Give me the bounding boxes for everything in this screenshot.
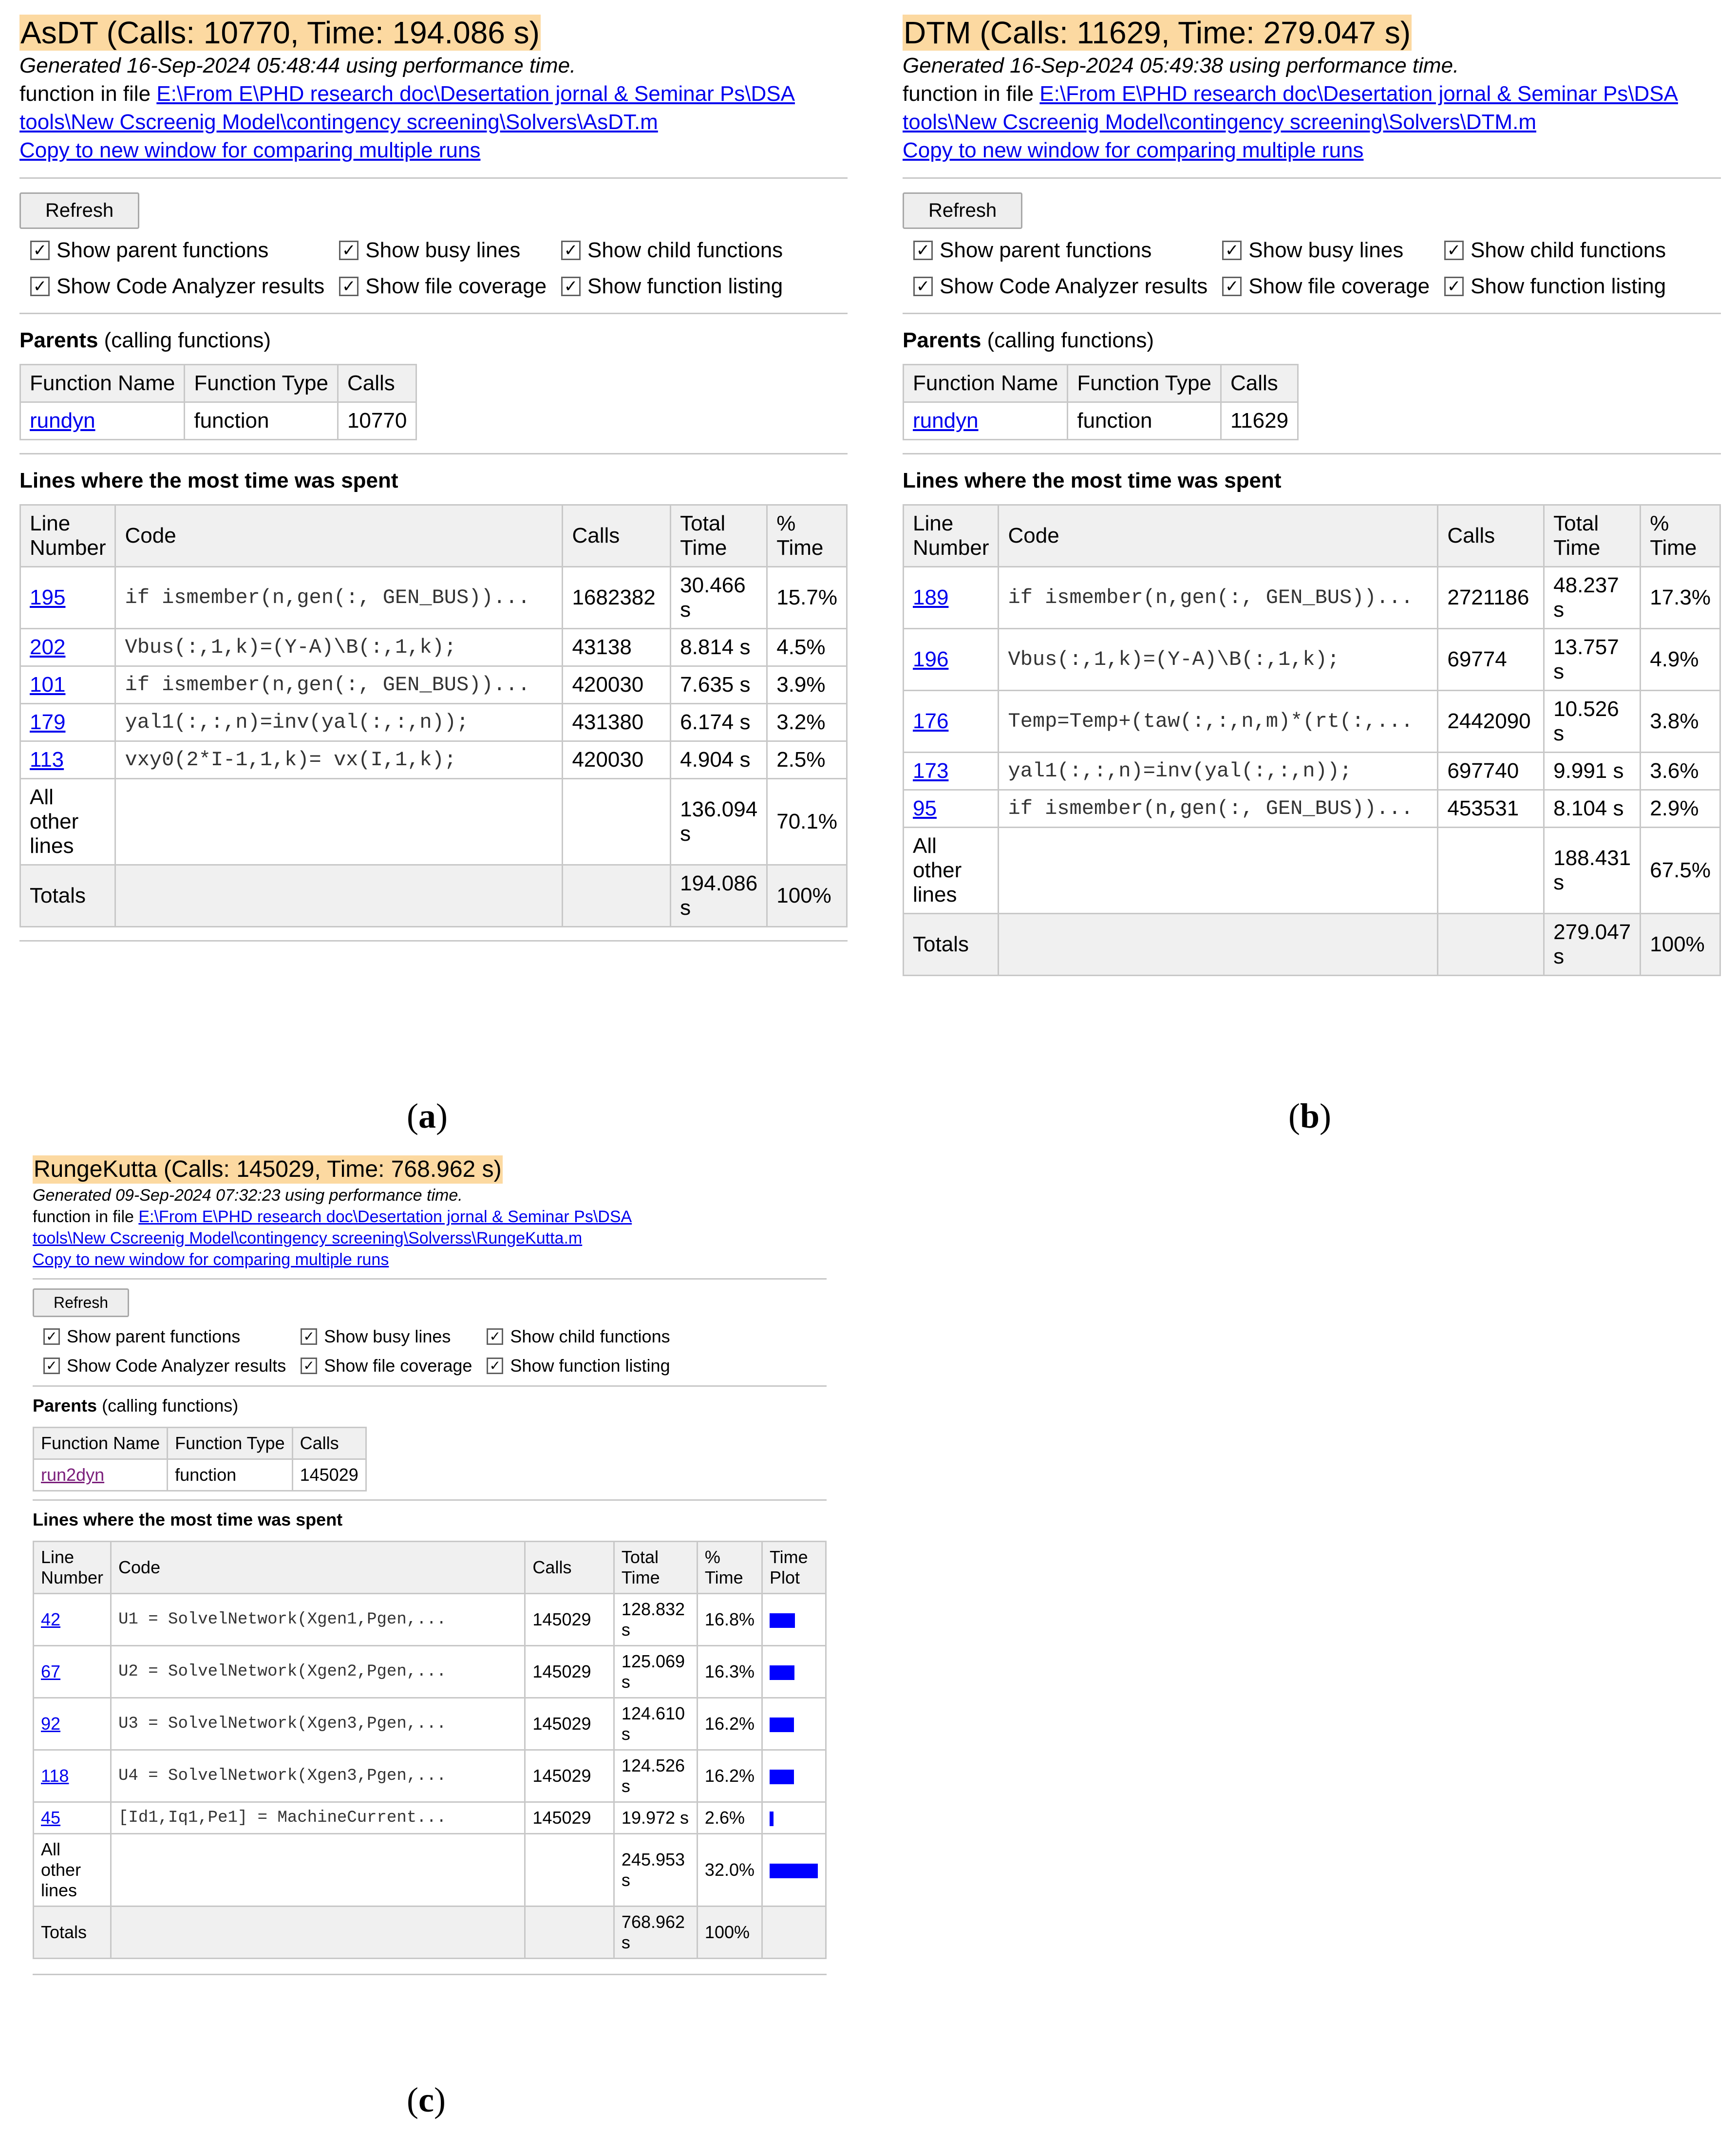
pct-cell: 3.6% <box>1641 753 1720 790</box>
parent-type: function <box>185 402 338 440</box>
line-link[interactable]: 202 <box>30 635 66 659</box>
copy-window-link[interactable]: Copy to new window for comparing multiple runs <box>33 1250 389 1269</box>
options-grid <box>903 237 1721 300</box>
parent-calls: 10770 <box>338 402 416 440</box>
option-show-function-listing[interactable]: ✓ Show function listing <box>561 273 783 300</box>
file-row <box>33 1206 827 1249</box>
time-cell: 194.086 s <box>671 865 767 927</box>
totals-label: Totals <box>34 1906 111 1959</box>
refresh-button[interactable]: Refresh <box>19 192 139 229</box>
calls-cell: 2721186 <box>1438 567 1544 629</box>
checkbox[interactable]: ✓ <box>1444 277 1464 296</box>
totals-label: Totals <box>904 914 999 976</box>
col-line-number: Line Number <box>20 505 115 567</box>
time-cell: 124.526 s <box>614 1750 697 1802</box>
checkbox[interactable]: ✓ <box>561 241 581 260</box>
pct-cell: 16.8% <box>697 1594 762 1646</box>
table-row <box>904 402 1298 440</box>
pct-cell: 100% <box>697 1906 762 1959</box>
other-label: All other lines <box>20 779 115 865</box>
code-cell: if ismember(n,gen(:, GEN_BUS))... <box>999 790 1438 828</box>
calls-cell: 431380 <box>563 704 671 741</box>
parents-heading: Parents (calling functions) <box>903 328 1154 352</box>
calls-cell: 145029 <box>525 1750 614 1802</box>
checkbox[interactable]: ✓ <box>1222 277 1242 296</box>
option-show-file-coverage[interactable]: ✓ Show file coverage <box>1222 273 1430 300</box>
table-row <box>34 1594 826 1646</box>
col-calls: Calls <box>1438 505 1544 567</box>
checkbox[interactable]: ✓ <box>913 241 933 260</box>
option-show-parent-functions[interactable]: ✓ Show parent functions <box>913 237 1208 264</box>
code-cell: U4 = SolvelNetwork(Xgen3,Pgen,... <box>111 1750 525 1802</box>
table-row <box>904 691 1720 753</box>
divider <box>19 177 848 179</box>
table-row <box>904 753 1720 790</box>
code-cell: [Id1,Iq1,Pe1] = MachineCurrent... <box>111 1802 525 1834</box>
option-show-function-listing[interactable]: ✓ Show function listing <box>1444 273 1666 300</box>
lines-heading: Lines where the most time was spent <box>19 469 398 492</box>
parent-function-link[interactable]: run2dyn <box>41 1465 105 1485</box>
copy-window-link[interactable]: Copy to new window for comparing multiple runs <box>903 138 1364 162</box>
code-cell: if ismember(n,gen(:, GEN_BUS))... <box>115 567 563 629</box>
pct-cell: 3.2% <box>767 704 847 741</box>
parents-table <box>903 364 1299 440</box>
col-calls: Calls <box>563 505 671 567</box>
line-link[interactable]: 189 <box>913 585 949 609</box>
pct-cell: 2.6% <box>697 1802 762 1834</box>
pct-cell: 16.3% <box>697 1646 762 1698</box>
parent-function-link[interactable]: rundyn <box>30 409 95 433</box>
options-grid <box>33 1325 827 1378</box>
checkbox[interactable]: ✓ <box>913 277 933 296</box>
file-path-link[interactable]: E:\From E\PHD research doc\Desertation jornal & Seminar Ps\DSA tools\New Cscreenig Model\contingency screening\Solvers\DTM.m <box>903 82 1678 134</box>
col-calls: Calls <box>338 365 416 402</box>
checkbox[interactable]: ✓ <box>561 277 581 296</box>
calls-cell: 420030 <box>563 666 671 704</box>
line-link[interactable]: 67 <box>41 1661 61 1681</box>
time-cell: 19.972 s <box>614 1802 697 1834</box>
table-row <box>20 629 847 666</box>
divider <box>903 177 1721 179</box>
parent-type: function <box>168 1459 292 1491</box>
options-grid <box>19 237 848 300</box>
caption-a: (a) <box>407 1096 448 1135</box>
pct-cell: 67.5% <box>1641 828 1720 914</box>
option-show-function-listing[interactable]: ✓ Show function listing <box>487 1354 670 1378</box>
code-cell: U2 = SolvelNetwork(Xgen2,Pgen,... <box>111 1646 525 1698</box>
pct-cell: 100% <box>1641 914 1720 976</box>
table-row <box>34 1802 826 1834</box>
time-cell: 128.832 s <box>614 1594 697 1646</box>
pct-cell: 16.2% <box>697 1698 762 1750</box>
line-link[interactable]: 196 <box>913 647 949 671</box>
divider <box>33 1974 827 1975</box>
file-label: function in file <box>33 1208 134 1226</box>
table-row <box>20 666 847 704</box>
profiler-panel-a <box>19 15 848 954</box>
file-label: function in file <box>903 82 1034 106</box>
checkbox[interactable]: ✓ <box>43 1328 60 1345</box>
lines-heading: Lines where the most time was spent <box>33 1510 343 1529</box>
pct-cell: 17.3% <box>1641 567 1720 629</box>
time-cell: 13.757 s <box>1544 629 1641 691</box>
option-show-file-coverage[interactable]: ✓ Show file coverage <box>301 1354 472 1378</box>
pct-cell: 16.2% <box>697 1750 762 1802</box>
table-row <box>34 1834 826 1906</box>
totals-label: Totals <box>20 865 115 927</box>
calls-cell: 145029 <box>525 1646 614 1698</box>
checkbox[interactable]: ✓ <box>1222 241 1242 260</box>
checkbox[interactable]: ✓ <box>487 1328 503 1345</box>
divider <box>903 313 1721 314</box>
profiler-panel-b <box>903 15 1721 976</box>
file-row <box>19 80 848 136</box>
option-show-code-analyzer[interactable]: ✓ Show Code Analyzer results <box>30 273 324 300</box>
totals-row <box>904 914 1720 976</box>
pct-cell: 15.7% <box>767 567 847 629</box>
function-title: AsDT (Calls: 10770, Time: 194.086 s) <box>20 15 540 50</box>
time-cell: 245.953 s <box>614 1834 697 1906</box>
parents-table <box>33 1427 367 1491</box>
divider <box>903 453 1721 454</box>
table-row <box>20 567 847 629</box>
divider <box>33 1278 827 1280</box>
col-function-name: Function Name <box>20 365 185 402</box>
table-row <box>904 828 1720 914</box>
option-show-parent-functions[interactable]: ✓ Show parent functions <box>30 237 324 264</box>
checkbox[interactable]: ✓ <box>43 1358 60 1374</box>
generated-text: Generated 16-Sep-2024 05:49:38 using performance time. <box>903 54 1459 77</box>
divider <box>33 1499 827 1501</box>
pct-cell: 32.0% <box>697 1834 762 1906</box>
time-cell: 125.069 s <box>614 1646 697 1698</box>
parents-table <box>19 364 417 440</box>
calls-cell: 145029 <box>525 1698 614 1750</box>
parents-heading: Parents (calling functions) <box>33 1396 239 1416</box>
caption-c: (c) <box>407 2080 446 2119</box>
calls-cell: 145029 <box>525 1802 614 1834</box>
col-pct-time: % Time <box>697 1542 762 1594</box>
line-link[interactable]: 92 <box>41 1714 61 1734</box>
code-cell: yal1(:,:,n)=inv(yal(:,:,n)); <box>115 704 563 741</box>
refresh-button[interactable]: Refresh <box>33 1288 129 1317</box>
time-cell: 10.526 s <box>1544 691 1641 753</box>
code-cell: Vbus(:,1,k)=(Y-A)\B(:,1,k); <box>999 629 1438 691</box>
time-cell: 768.962 s <box>614 1906 697 1959</box>
time-plot-bar <box>770 1770 794 1784</box>
line-link[interactable]: 95 <box>913 796 937 820</box>
parent-calls: 11629 <box>1221 402 1298 440</box>
table-row <box>34 1698 826 1750</box>
col-total-time: Total Time <box>671 505 767 567</box>
pct-cell: 4.9% <box>1641 629 1720 691</box>
pct-cell: 2.9% <box>1641 790 1720 828</box>
col-code: Code <box>999 505 1438 567</box>
checkbox[interactable]: ✓ <box>487 1358 503 1374</box>
table-row <box>34 1646 826 1698</box>
col-total-time: Total Time <box>1544 505 1641 567</box>
table-row <box>20 402 416 440</box>
parent-function-link[interactable]: rundyn <box>913 409 979 433</box>
checkbox[interactable]: ✓ <box>1444 241 1464 260</box>
calls-cell: 145029 <box>525 1594 614 1646</box>
parent-calls: 145029 <box>292 1459 366 1491</box>
table-row <box>20 779 847 865</box>
code-cell: U3 = SolvelNetwork(Xgen3,Pgen,... <box>111 1698 525 1750</box>
code-cell: yal1(:,:,n)=inv(yal(:,:,n)); <box>999 753 1438 790</box>
col-code: Code <box>115 505 563 567</box>
parent-type: function <box>1068 402 1221 440</box>
option-show-child-functions[interactable]: ✓ Show child functions <box>1444 237 1666 264</box>
col-time-plot: Time Plot <box>762 1542 826 1594</box>
checkbox[interactable]: ✓ <box>30 241 50 260</box>
col-total-time: Total Time <box>614 1542 697 1594</box>
lines-table <box>19 504 848 927</box>
line-link[interactable]: 118 <box>41 1766 69 1786</box>
checkbox[interactable]: ✓ <box>30 277 50 296</box>
lines-table <box>903 504 1721 976</box>
time-cell: 188.431 s <box>1544 828 1641 914</box>
other-label: All other lines <box>34 1834 111 1906</box>
divider <box>33 1385 827 1387</box>
code-cell: U1 = SolvelNetwork(Xgen1,Pgen,... <box>111 1594 525 1646</box>
option-show-child-functions[interactable]: ✓ Show child functions <box>561 237 783 264</box>
option-show-busy-lines[interactable]: ✓ Show busy lines <box>301 1325 472 1348</box>
pct-cell: 70.1% <box>767 779 847 865</box>
col-pct-time: % Time <box>1641 505 1720 567</box>
table-row <box>34 1459 366 1491</box>
option-show-busy-lines[interactable]: ✓ Show busy lines <box>1222 237 1430 264</box>
checkbox[interactable]: ✓ <box>339 241 359 260</box>
time-cell: 8.104 s <box>1544 790 1641 828</box>
table-row <box>20 704 847 741</box>
pct-cell: 3.8% <box>1641 691 1720 753</box>
pct-cell: 100% <box>767 865 847 927</box>
code-cell: if ismember(n,gen(:, GEN_BUS))... <box>999 567 1438 629</box>
line-link[interactable]: 179 <box>30 710 66 734</box>
code-cell: Temp=Temp+(taw(:,:,n,m)*(rt(:,... <box>999 691 1438 753</box>
col-code: Code <box>111 1542 525 1594</box>
pct-cell: 2.5% <box>767 741 847 779</box>
checkbox[interactable]: ✓ <box>301 1358 317 1374</box>
col-calls: Calls <box>292 1428 366 1459</box>
file-row <box>903 80 1721 136</box>
line-link[interactable]: 173 <box>913 759 949 783</box>
col-calls: Calls <box>1221 365 1298 402</box>
generated-text: Generated 09-Sep-2024 07:32:23 using performance time. <box>33 1186 463 1205</box>
file-path-link[interactable]: E:\From E\PHD research doc\Desertation jornal & Seminar Ps\DSA tools\New Cscreenig Model\contingency screening\Solvers\AsDT.m <box>19 82 795 134</box>
time-plot-bar <box>770 1665 794 1680</box>
line-link[interactable]: 42 <box>41 1609 61 1629</box>
code-cell: Vbus(:,1,k)=(Y-A)\B(:,1,k); <box>115 629 563 666</box>
checkbox[interactable]: ✓ <box>301 1328 317 1345</box>
col-line-number: Line Number <box>34 1542 111 1594</box>
option-show-file-coverage[interactable]: ✓ Show file coverage <box>339 273 547 300</box>
generated-text: Generated 16-Sep-2024 05:48:44 using performance time. <box>19 54 576 77</box>
col-function-name: Function Name <box>904 365 1068 402</box>
calls-cell: 420030 <box>563 741 671 779</box>
time-plot-bar <box>770 1812 774 1826</box>
option-show-busy-lines[interactable]: ✓ Show busy lines <box>339 237 547 264</box>
option-show-child-functions[interactable]: ✓ Show child functions <box>487 1325 670 1348</box>
table-row <box>904 629 1720 691</box>
line-link[interactable]: 113 <box>30 748 64 772</box>
option-show-code-analyzer[interactable]: ✓ Show Code Analyzer results <box>43 1354 286 1378</box>
line-link[interactable]: 45 <box>41 1808 61 1828</box>
option-show-parent-functions[interactable]: ✓ Show parent functions <box>43 1325 286 1348</box>
time-plot-bar <box>770 1613 795 1628</box>
divider <box>19 313 848 314</box>
code-cell: if ismember(n,gen(:, GEN_BUS))... <box>115 666 563 704</box>
line-link[interactable]: 101 <box>30 673 66 697</box>
file-path-link[interactable]: E:\From E\PHD research doc\Desertation jornal & Seminar Ps\DSA tools\New Cscreenig Model\contingency screening\Solverss\RungeKutta.m <box>33 1208 632 1247</box>
divider <box>19 453 848 454</box>
totals-row <box>20 865 847 927</box>
table-row <box>20 741 847 779</box>
calls-cell: 69774 <box>1438 629 1544 691</box>
calls-cell: 1682382 <box>563 567 671 629</box>
time-cell: 6.174 s <box>671 704 767 741</box>
profiler-panel-c <box>33 1155 827 1975</box>
col-function-type: Function Type <box>168 1428 292 1459</box>
table-row <box>904 790 1720 828</box>
time-cell: 4.904 s <box>671 741 767 779</box>
checkbox[interactable]: ✓ <box>339 277 359 296</box>
function-title: DTM (Calls: 11629, Time: 279.047 s) <box>904 15 1411 50</box>
time-cell: 7.635 s <box>671 666 767 704</box>
refresh-button[interactable]: Refresh <box>903 192 1022 229</box>
line-link[interactable]: 176 <box>913 709 949 733</box>
table-row <box>904 567 1720 629</box>
option-show-code-analyzer[interactable]: ✓ Show Code Analyzer results <box>913 273 1208 300</box>
lines-table <box>33 1541 827 1959</box>
divider <box>19 940 848 942</box>
function-title: RungeKutta (Calls: 145029, Time: 768.962 s) <box>33 1155 503 1184</box>
col-function-type: Function Type <box>185 365 338 402</box>
time-cell: 48.237 s <box>1544 567 1641 629</box>
line-link[interactable]: 195 <box>30 585 66 609</box>
time-cell: 136.094 s <box>671 779 767 865</box>
calls-cell: 2442090 <box>1438 691 1544 753</box>
file-label: function in file <box>19 82 151 106</box>
time-cell: 30.466 s <box>671 567 767 629</box>
time-cell: 124.610 s <box>614 1698 697 1750</box>
col-function-type: Function Type <box>1068 365 1221 402</box>
time-cell: 8.814 s <box>671 629 767 666</box>
calls-cell: 453531 <box>1438 790 1544 828</box>
col-calls: Calls <box>525 1542 614 1594</box>
pct-cell: 4.5% <box>767 629 847 666</box>
col-line-number: Line Number <box>904 505 999 567</box>
table-row <box>34 1750 826 1802</box>
time-plot-bar <box>770 1864 818 1878</box>
time-cell: 279.047 s <box>1544 914 1641 976</box>
parents-heading: Parents (calling functions) <box>19 328 271 352</box>
caption-b: (b) <box>1288 1096 1332 1135</box>
calls-cell: 43138 <box>563 629 671 666</box>
calls-cell: 697740 <box>1438 753 1544 790</box>
col-pct-time: % Time <box>767 505 847 567</box>
lines-heading: Lines where the most time was spent <box>903 469 1282 492</box>
time-plot-bar <box>770 1718 794 1732</box>
totals-row <box>34 1906 826 1959</box>
time-cell: 9.991 s <box>1544 753 1641 790</box>
other-label: All other lines <box>904 828 999 914</box>
copy-window-link[interactable]: Copy to new window for comparing multiple runs <box>19 138 481 162</box>
col-function-name: Function Name <box>34 1428 168 1459</box>
pct-cell: 3.9% <box>767 666 847 704</box>
code-cell: vxy0(2*I-1,1,k)= vx(I,1,k); <box>115 741 563 779</box>
